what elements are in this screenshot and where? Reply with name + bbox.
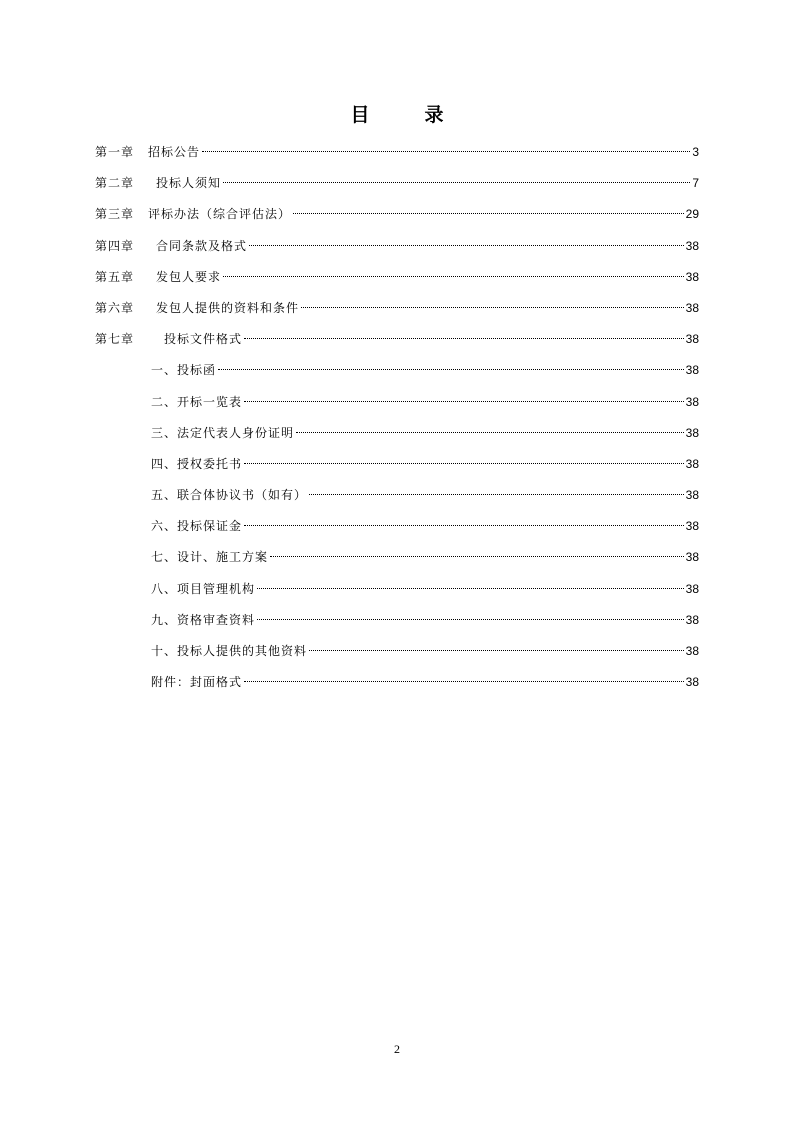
toc-page-number: 38	[685, 519, 699, 534]
dot-leader	[218, 369, 684, 370]
dot-leader	[257, 619, 684, 620]
dot-leader	[244, 401, 684, 402]
toc-entry-section[interactable]	[95, 454, 699, 485]
toc-page-number: 38	[685, 238, 699, 253]
section-title: 三、法定代表人身份证明	[151, 425, 295, 440]
chapter-number: 第一章	[95, 145, 135, 159]
section-title: 一、投标函	[151, 363, 217, 378]
toc-entry-section[interactable]	[95, 392, 699, 423]
section-title: 五、联合体协议书（如有）	[151, 488, 308, 503]
chapter-number: 第三章	[95, 207, 135, 222]
toc-page-number: 38	[685, 612, 699, 627]
toc-entry-chapter-6[interactable]	[95, 298, 699, 329]
page-title: 目 录	[350, 104, 462, 126]
chapter-title: 投标人须知	[156, 176, 222, 191]
toc-page-number: 38	[685, 550, 699, 565]
dot-leader	[244, 338, 684, 339]
toc-page-number: 38	[685, 488, 699, 503]
toc-entry-chapter-2[interactable]	[95, 173, 699, 204]
toc-entry-section[interactable]	[95, 641, 699, 672]
dot-leader	[249, 245, 684, 246]
chapter-title: 发包人要求	[156, 269, 222, 284]
section-title: 附件：封面格式	[151, 675, 243, 690]
chapter-number: 第六章	[95, 300, 135, 315]
toc-entry-section[interactable]	[95, 516, 699, 547]
dot-leader	[202, 151, 690, 152]
toc-page-number: 38	[685, 425, 699, 440]
toc-entry-label	[95, 236, 247, 256]
toc-entry-section[interactable]	[95, 547, 699, 578]
toc-entry-section[interactable]	[95, 360, 699, 391]
toc-page-number: 38	[685, 581, 699, 596]
dot-leader	[296, 432, 684, 433]
dot-leader	[301, 307, 684, 308]
toc-entry-chapter-1[interactable]	[95, 142, 699, 173]
chapter-title: 评标办法（综合评估法）	[148, 207, 292, 222]
toc-entry-section[interactable]	[95, 610, 699, 641]
dot-leader	[244, 463, 684, 464]
toc-page-number: 38	[685, 644, 699, 658]
chapter-title: 投标文件格式	[164, 332, 243, 347]
section-title: 二、开标一览表	[151, 394, 243, 409]
dot-leader	[257, 588, 684, 589]
toc-entry-label	[95, 204, 291, 224]
toc-entry-chapter-3[interactable]	[95, 204, 699, 235]
section-title: 十、投标人提供的其他资料	[151, 644, 308, 658]
dot-leader	[309, 650, 684, 651]
chapter-title: 招标公告	[148, 145, 201, 159]
dot-leader	[223, 182, 690, 183]
toc-page-number: 7	[692, 176, 699, 191]
toc-entry-chapter-5[interactable]	[95, 267, 699, 298]
toc-entry-label	[95, 267, 221, 287]
section-title: 九、资格审查资料	[151, 612, 256, 627]
section-title: 六、投标保证金	[151, 519, 243, 534]
chapter-number: 第七章	[95, 332, 135, 347]
dot-leader	[293, 213, 684, 214]
toc-page-number: 38	[685, 300, 699, 315]
toc-page-number: 38	[685, 269, 699, 284]
toc-entry-chapter-7[interactable]	[95, 329, 699, 360]
table-of-contents	[95, 142, 699, 703]
dot-leader	[244, 525, 684, 526]
section-title: 七、设计、施工方案	[151, 550, 269, 565]
section-title: 四、授权委托书	[151, 456, 243, 471]
toc-page-number: 29	[685, 207, 699, 222]
toc-page-number: 3	[692, 145, 699, 159]
toc-entry-section[interactable]	[95, 423, 699, 454]
toc-entry-label	[95, 173, 221, 193]
footer-page-number: 2	[394, 1042, 400, 1056]
toc-entry-label	[95, 298, 299, 318]
chapter-title: 发包人提供的资料和条件	[156, 300, 300, 315]
toc-entry-label	[95, 329, 242, 349]
section-title: 八、项目管理机构	[151, 581, 256, 596]
toc-entry-section[interactable]	[95, 672, 699, 703]
toc-page-number: 38	[685, 332, 699, 347]
chapter-title: 合同条款及格式	[156, 238, 248, 253]
dot-leader	[244, 681, 684, 682]
chapter-number: 第五章	[95, 269, 135, 284]
toc-page-number: 38	[685, 456, 699, 471]
dot-leader	[309, 494, 684, 495]
toc-entry-chapter-4[interactable]	[95, 236, 699, 267]
chapter-number: 第二章	[95, 176, 135, 191]
toc-entry-section[interactable]	[95, 579, 699, 610]
dot-leader	[223, 276, 684, 277]
dot-leader	[270, 556, 684, 557]
chapter-number: 第四章	[95, 238, 135, 253]
toc-page-number: 38	[685, 675, 699, 690]
toc-page-number: 38	[685, 394, 699, 409]
toc-entry-section[interactable]	[95, 485, 699, 516]
toc-entry-label	[95, 142, 200, 162]
toc-page-number: 38	[685, 363, 699, 378]
